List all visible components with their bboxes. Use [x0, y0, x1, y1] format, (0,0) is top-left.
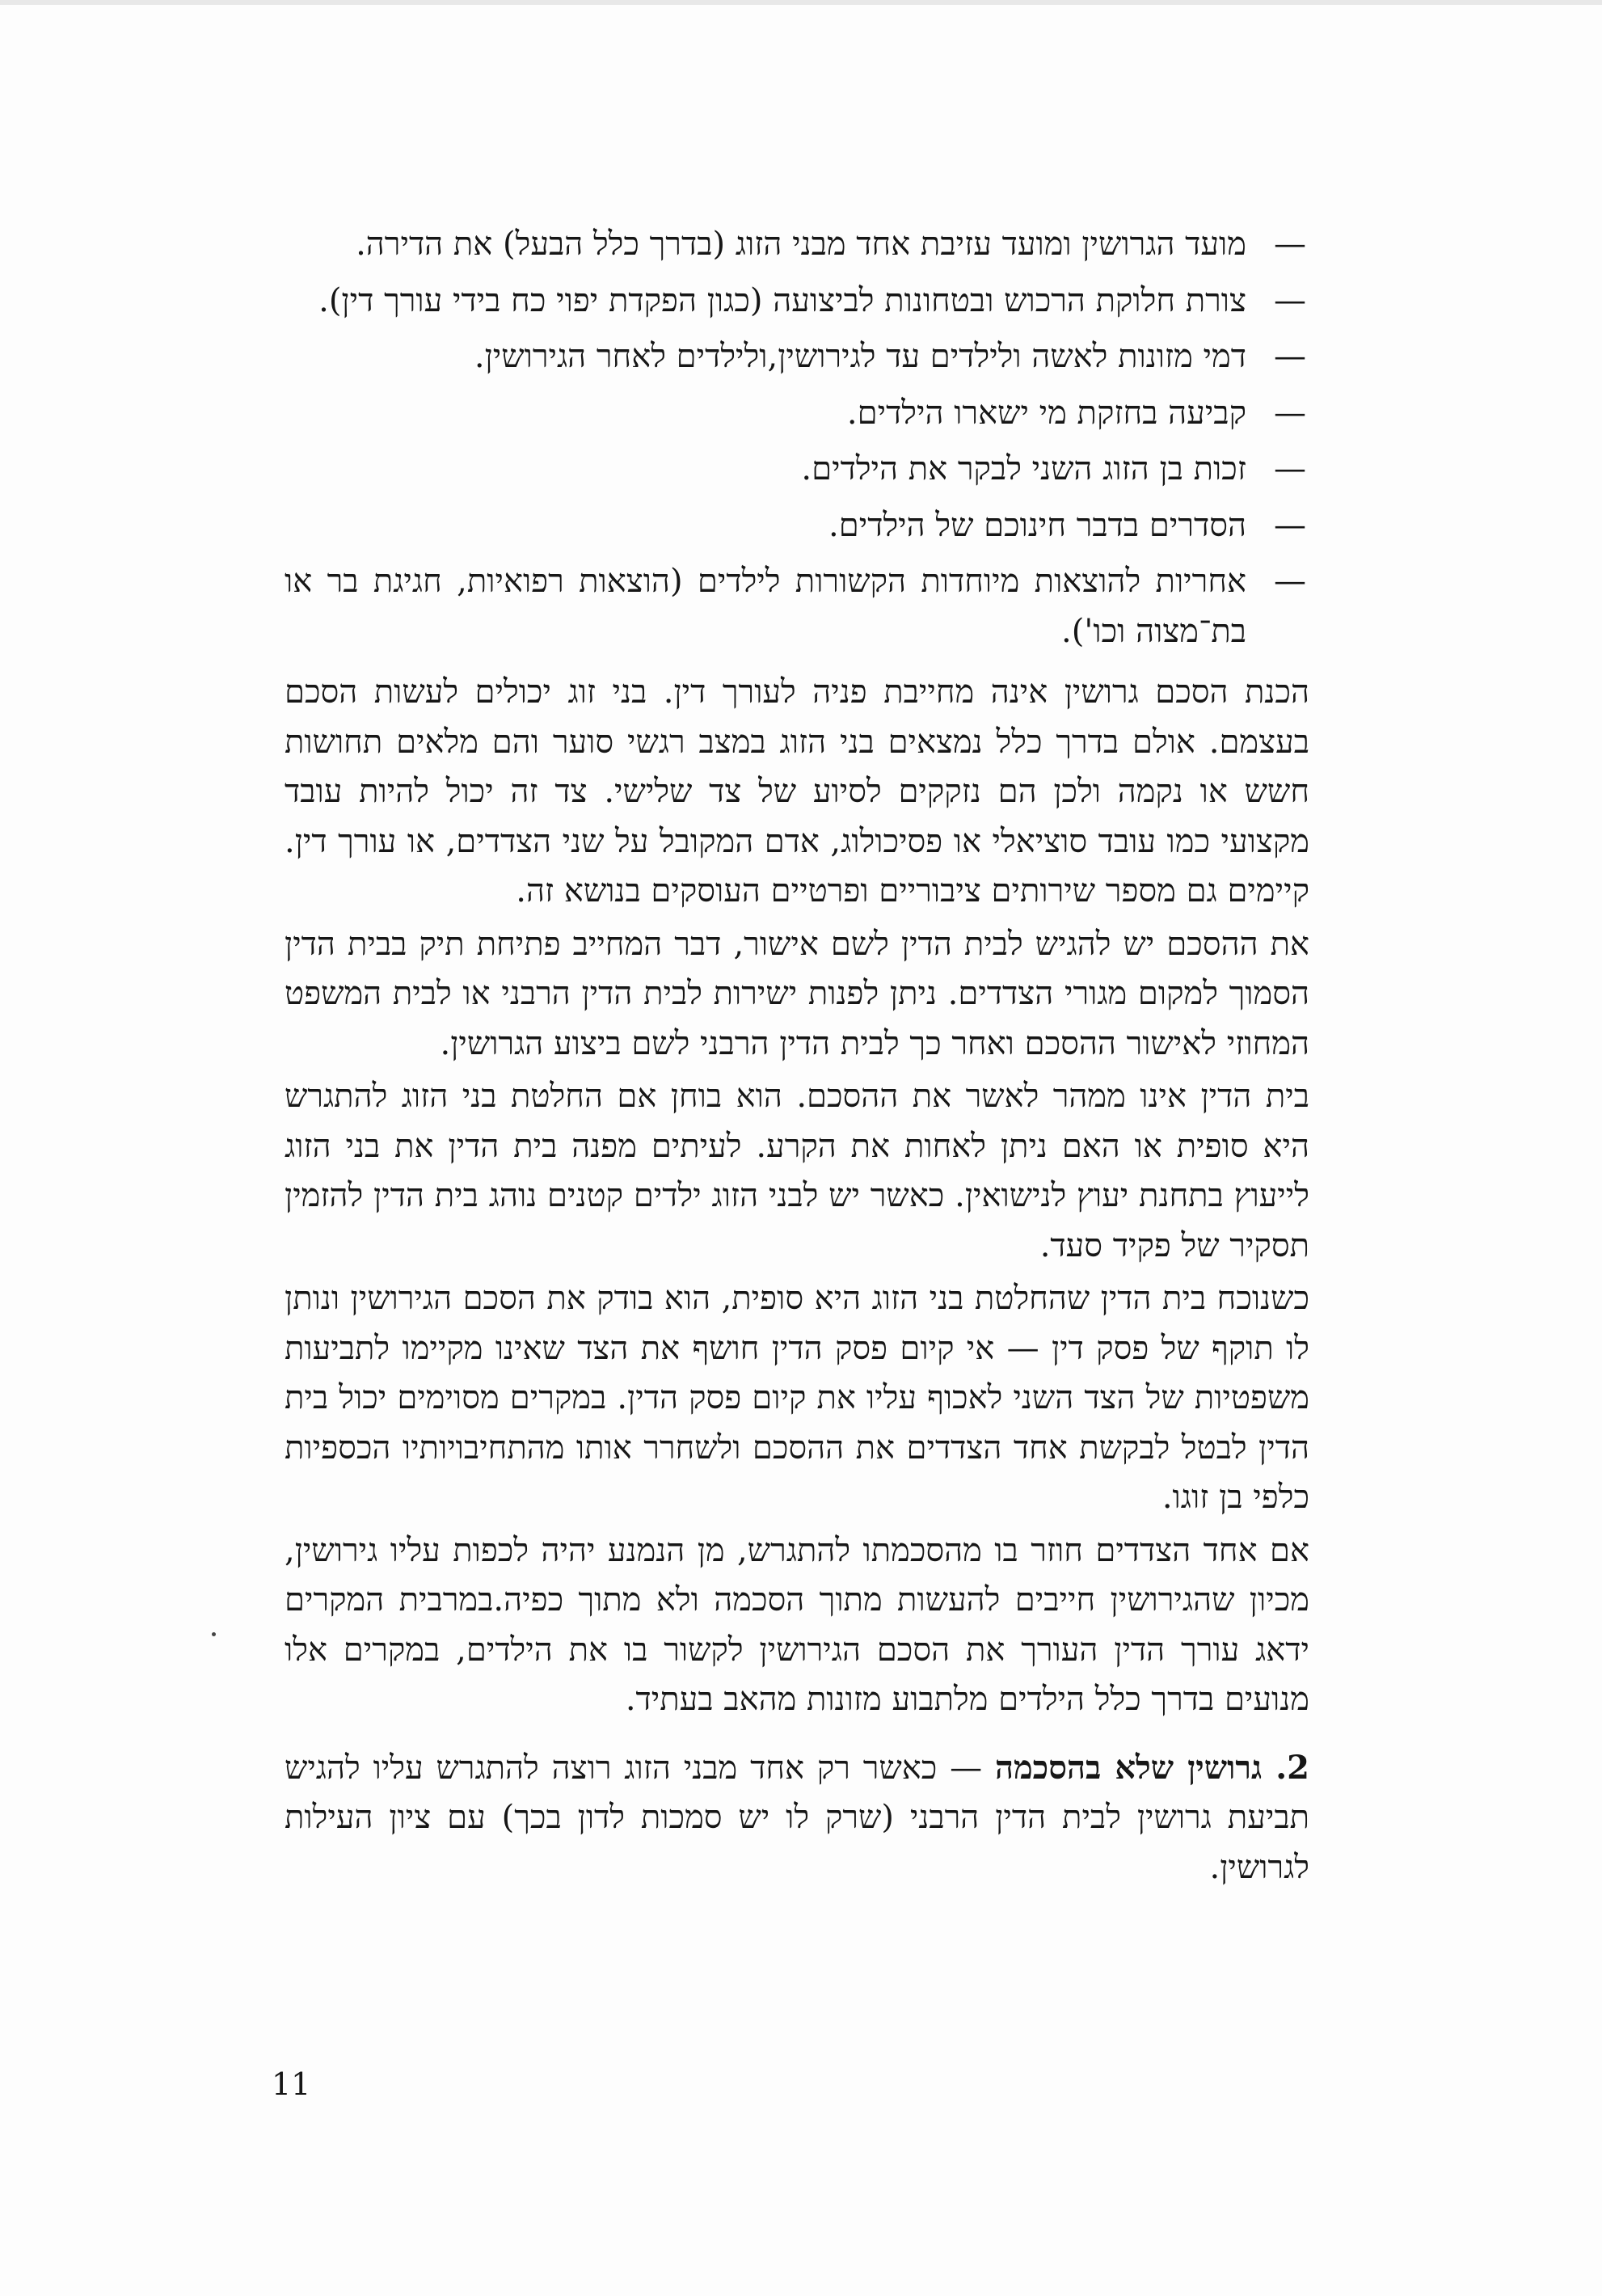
paragraph-court-approval: את ההסכם יש להגיש לבית הדין לשם אישור, דבר המחייב פתיחת תיק בבית הדין הסמוך למקום מגורי הצדדים. ניתן לפנות ישירות לבית הדין הרבני או לבית המשפט המחוזי לאישור ההסכם ואחר כך לבית הדין הרבני לשם ביצוע הגרושין. [285, 925, 1309, 1062]
scan-speck [212, 1632, 216, 1636]
bullet-item [285, 276, 1309, 327]
section-2 [285, 1743, 1309, 1893]
bullet-item [285, 220, 1309, 270]
paragraph-ruling-validity: כשנוכח בית הדין שהחלטת בני הזוג היא סופית, הוא בודק את הסכם הגירושין ונותן לו תוקף של פסק דין — אי קיום פסק הדין חושף את הצד שאינו מקיימו לתביעות משפטיות של הצד השני לאכוף עליו את קיום פסק הדין. במקרים מסוימים יכול בית הדין לבטל לבקשת אחד הצדדים את ההסכם ולשחרר אותו מהתחיבויותיו הכספיות כלפי בן זוגו. [285, 1280, 1310, 1516]
scan-top-edge [0, 0, 1602, 5]
body-text [285, 220, 1309, 1896]
dash-marker: — [1274, 338, 1306, 375]
bullet-text: מועד הגרושין ומועד עזיבת אחד מבני הזוג (בדרך כלל הבעל) את הדירה. [356, 226, 1246, 263]
dash-marker: — [1274, 563, 1306, 600]
paragraph-agreement-preparation: הכנת הסכם גרושין אינה מחייבת פניה לעורך דין. בני זוג יכולים לעשות הסכם בעצמם. אולם בדרך כלל נמצאים בני הזוג במצב רגשי סוער והם מלאים תחושות חשש או נקמה ולכן הם נזקקים לסיוע של צד שלישי. צד זה יכול להיות עובד מקצועי כמו עובד סוציאלי או פסיכולוג, אדם המקובל על שני הצדדים, או עורך דין. קיימים גם מספר שירותים ציבוריים ופרטיים העוסקים בנושא זה. [285, 673, 1309, 910]
bullet-text: אחריות להוצאות מיוחדות הקשורות לילדים (הוצאות רפואיות, חגיגת בר או בת־מצוה וכו'). [285, 563, 1246, 650]
dash-marker: — [1274, 394, 1306, 432]
paragraph-court-review: בית הדין אינו ממהר לאשר את ההסכם. הוא בוחן אם החלטת בני הזוג להתגרש היא סופית או האם ניתן לאחות את הקרע. לעיתים מפנה בית הדין את בני הזוג לייעוץ בתחנת יעוץ לנישואין. כאשר יש לבני הזוג ילדים קטנים נוהג בית הדין להזמין תסקיר של פקיד סעד. [285, 1078, 1309, 1264]
section-2-text: — כאשר רק אחד מבני הזוג רוצה להתגרש עליו להגיש תביעת גרושין לבית הדין הרבני (שרק לו יש סמכות לדון בכך) עם ציון העילות לגרושין. [285, 1749, 1309, 1886]
bullet-text: זכות בן הזוג השני לבקר את הילדים. [801, 450, 1246, 487]
dash-marker: — [1274, 450, 1306, 487]
bullet-text: הסדרים בדבר חינוכם של הילדים. [828, 506, 1246, 544]
bullet-item [285, 501, 1309, 551]
dash-marker: — [1274, 506, 1306, 544]
page-number: 11 [272, 2066, 311, 2102]
section-2-heading: 2. גרושין שלא בהסכמה [994, 1748, 1309, 1787]
dash-marker: — [1274, 226, 1306, 263]
paragraph-withdrawal: אם אחד הצדדים חוזר בו מהסכמתו להתגרש, מן הנמנע יהיה לכפות עליו גירושין, מכיון שהגירושין חייבים להעשות מתוך הסכמה ולא מתוך כפיה.במרבית המקרים ידאג עורך הדין העורך את הסכם הגירושין לקשור בו את הילדים, במקרים אלו מנועים בדרך כלל הילדים מלתבוע מזונות מהאב בעתיד. [285, 1531, 1309, 1718]
dash-marker: — [1274, 281, 1306, 319]
bullet-list [285, 220, 1309, 656]
bullet-text: דמי מזונות לאשה ולילדים עד לגירושין,ולילדים לאחר הגירושין. [474, 338, 1246, 375]
bullet-item [285, 389, 1309, 439]
bullet-item [285, 445, 1309, 495]
bullet-text: צורת חלוקת הרכוש ובטחונות לביצועה (כגון הפקדת יפוי כח בידי עורך דין). [318, 281, 1246, 319]
bullet-item [285, 332, 1309, 382]
bullet-item [285, 557, 1309, 656]
bullet-text: קביעה בחזקת מי ישארו הילדים. [846, 394, 1246, 432]
